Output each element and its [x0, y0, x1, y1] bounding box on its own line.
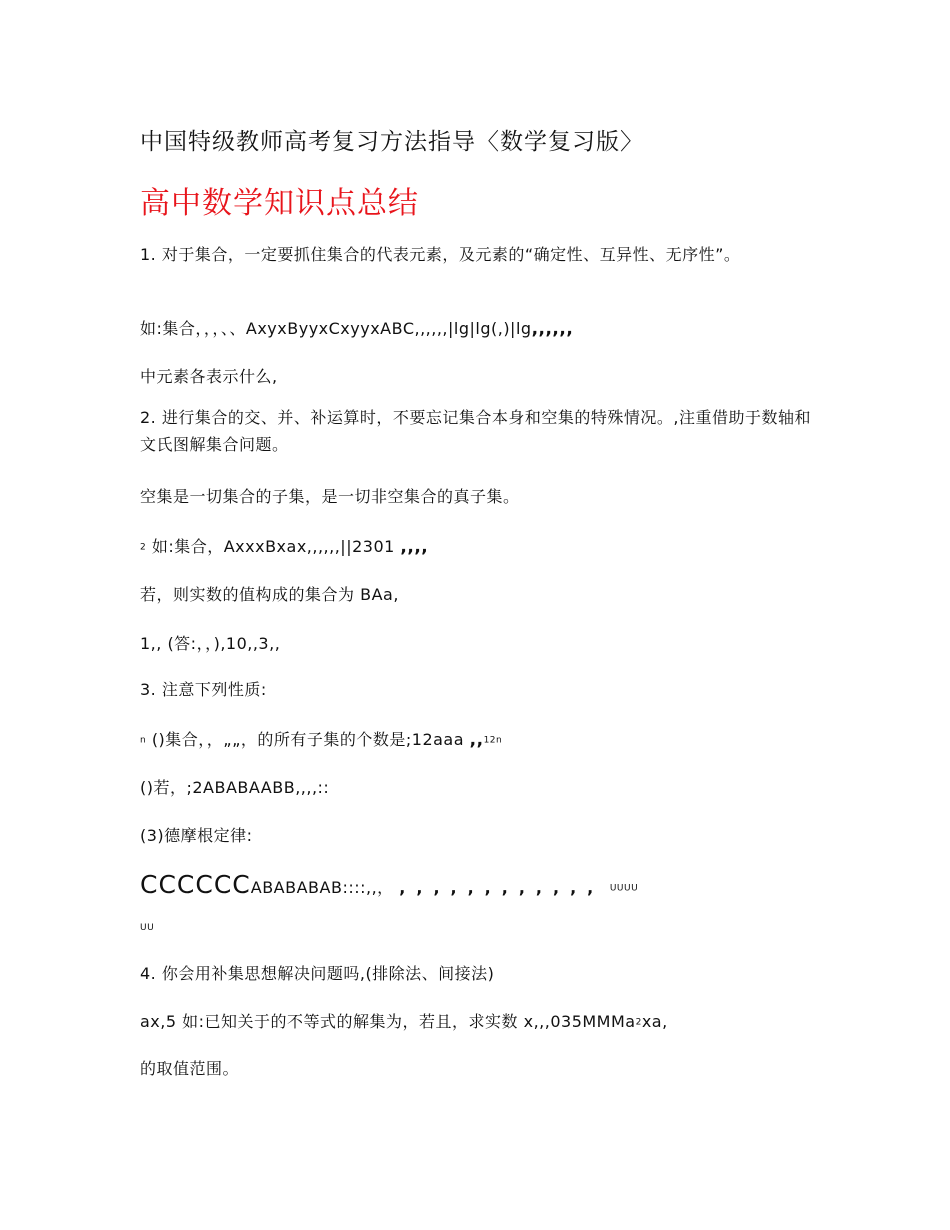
formula-text: 如:集合，AxxxBxax,,,,,,||2301: [151, 537, 395, 556]
subscript: 12n: [483, 735, 503, 746]
text-line: 1,, (答:，，),10,,3,,: [140, 634, 281, 653]
formula-line: [140, 870, 638, 899]
text-line: [140, 1009, 668, 1032]
text-line: 空集是一切集合的子集，是一切非空集合的真子集。: [140, 487, 520, 506]
subscript: UUUU: [609, 883, 639, 894]
superscript: 2: [140, 542, 147, 553]
formula-large: CCCCCC: [140, 870, 251, 899]
subscript: 2: [635, 1017, 642, 1028]
text-line: [140, 727, 502, 750]
text-paragraph: 2. 进行集合的交、并、补运算时，不要忘记集合本身和空集的特殊情况。,注重借助于数轴和文氏图解集合问题。: [140, 408, 811, 454]
text-line: 4. 你会用补集思想解决问题吗,(排除法、间接法): [140, 964, 495, 983]
formula-text: xa,: [641, 1012, 668, 1031]
text-line: [140, 316, 573, 339]
formula-text: ()集合，，„„，的所有子集的个数是;12aaa: [151, 730, 465, 749]
formula-text: 如:集合，，，、、AxyxByyxCxyyxABC,,,,,,|lg|lg(,)|lg: [140, 319, 532, 338]
text-line: 的取值范围。: [140, 1059, 240, 1078]
formula-commas: ,,,,,,,,,,,,: [399, 878, 605, 897]
formula-commas: ,,: [469, 730, 484, 750]
formula-commas: ,,,,,,: [531, 319, 574, 339]
text-line: 中元素各表示什么,: [140, 367, 278, 386]
formula-text: ax,5 如:已知关于的不等式的解集为，若且，求实数 x,,,035MMMa: [140, 1012, 636, 1031]
subscript-line: UU: [140, 923, 155, 933]
text-line: ()若，;2ABABAABB,,,,::: [140, 778, 330, 797]
formula-text: ABABABAB::::,,，: [250, 878, 394, 897]
text-line: (3)德摩根定律:: [140, 826, 253, 845]
superscript: n: [140, 735, 147, 746]
doc-title: 高中数学知识点总结: [140, 186, 419, 221]
text-line: 1. 对于集合，一定要抓住集合的代表元素，及元素的“确定性、互异性、无序性”。: [140, 245, 741, 264]
text-line: 若，则实数的值构成的集合为 BAa,: [140, 585, 399, 604]
formula-commas: ,,,,: [400, 537, 429, 557]
doc-subtitle: 中国特级教师高考复习方法指导〈数学复习版〉: [140, 129, 644, 155]
text-line: [140, 534, 428, 557]
text-line: 3. 注意下列性质:: [140, 680, 267, 699]
